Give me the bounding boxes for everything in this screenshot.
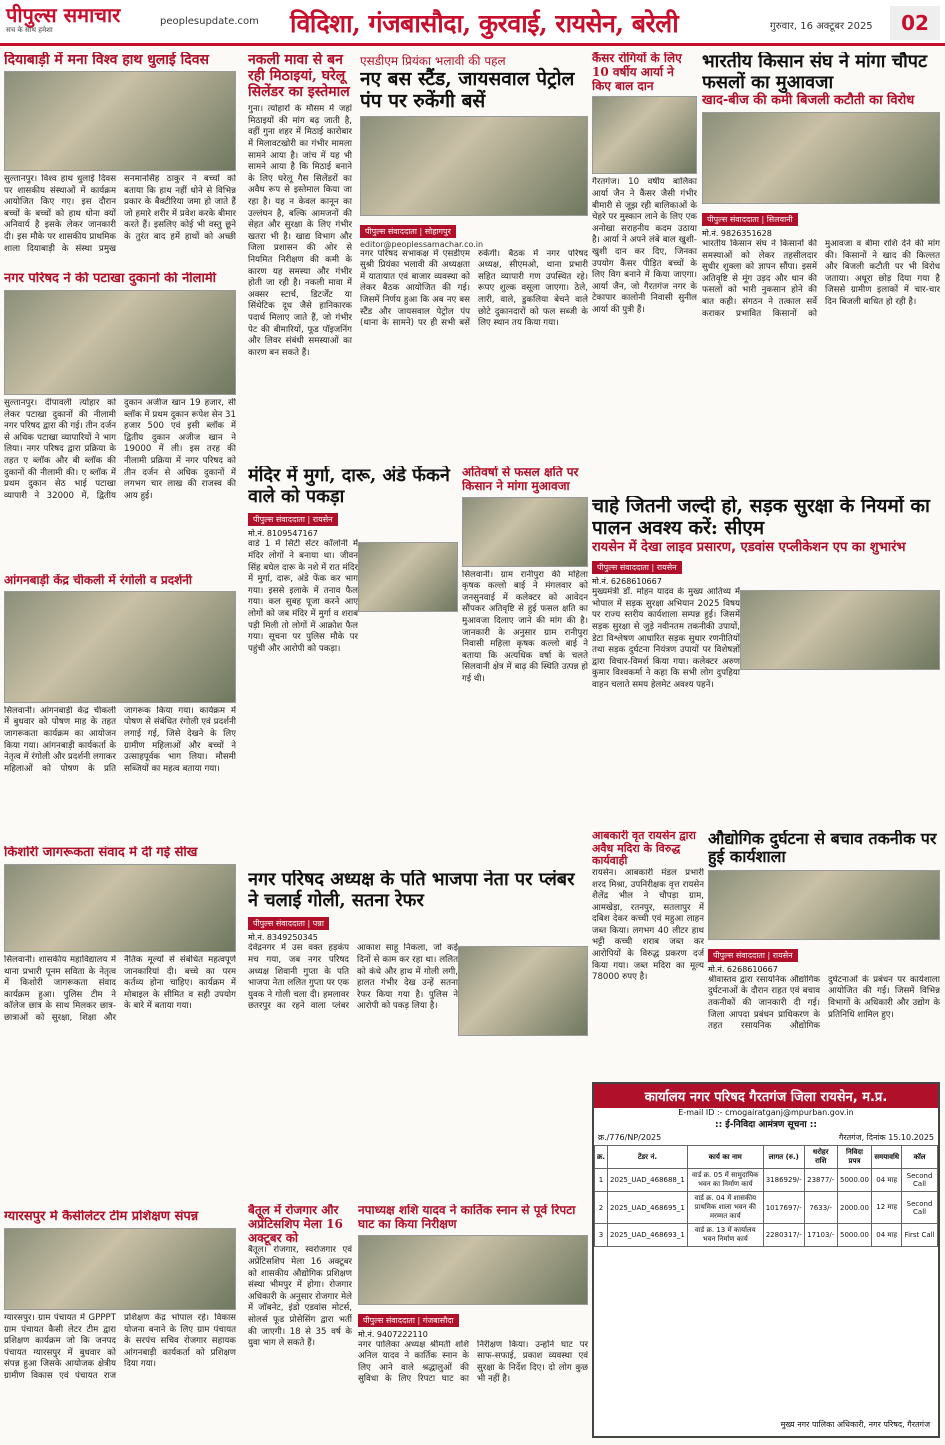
headline: बैतूल में रोजगार और अप्रेंटिसशिप मेला 16 अक्टूबर को [248,1204,343,1245]
photo-workshop [708,870,940,940]
phone: मो.नं. 8109547167 [248,529,318,539]
article-body: सुल्तानपुर। दीपावली त्योहार को लेकर पटाखा दुकानों की नीलामी नगर परिषद द्वारा की गई। तीन दर्जन से अधिक पटाखा व्यापारियों ने भाग लिया। नगर परिषद द्वारा प्रक्रिया के तहत ए ब्लॉक और बी ब्लॉक की दुकानों की नीलामी की। ए ब्लॉक में प्रथम दुकान सेठ भाई पटाखा व्यापारी ने 32000 में, द्वितीय दुकान अजीज खान 19 हजार, सी ब्लॉक में प्रथम दुकान रूपेश सेन 31 हजार 500 एवं इसी ब्लॉक में द्वितीय दुकान अजीज खान ने 19000 में ली। इस तरह की नीलामी प्रक्रिया में नगर परिषद को तीन दर्जन से अधिक दुकानों में लगभग चार लाख की राजस्व की आय हुई। [4,397,236,501]
article-body: नगर परिषद सभाकक्ष में एसडीएम सुश्री प्रियंका भलावी की अध्यक्षता में यातायात एवं बाजार व्यवस्था को लेकर बैठक आयोजित की गई। जिसमें निर्णय हुआ कि अब नए बस स्टैंड और जायसवाल पेट्रोल पंप (थाना के सामने) पर ही सभी बसें रुकेंगी। बैठक में नगर परिषद अध्यक्ष, सीएमओ, थाना प्रभारी सहित व्यापारी गण उपस्थित रहे। रूपए शुल्क वसूला जाएगा। ठेले, लारी, वाले, डुकलिया बेचने वाले छोटे दुकानदारों को फल सब्जी के लिए स्थान तय किया गया। [360,248,588,329]
article-body: सिलवानी। ग्राम रानीपुरा की महिला कृषक कल्लो बाई ने मंगलवार को जनसुनवाई में कलेक्टर को आवेदन सौंपकर अतिवृष्टि से हुई फसल क्षति का मुआवजा दिलाए जाने की मांग की है। जानकारी के अनुसार ग्राम रानीपुरा निवासी महिला कृषक कल्लो बाई ने बताया कि अत्यधिक वर्षा के चलते सिलवानी क्षेत्र में बाढ़ की स्थिति उत्पन्न हो गई थी। [462,569,588,684]
article-body: गुना। त्योहारों के मौसम में जहां मिठाइयों की मांग बढ़ जाती है, वहीं गुना शहर में मिठाई कारोबार में मिलावटखोरी का गंभीर मामला सामने आया है। जांच में यह भी सामने आया है कि मिठाई बनाने के लिए घरेलू गैस सिलेंडरों का अवैध रूप से इस्तेमाल किया जा रहा है। यह न केवल कानून का उल्लंघन है, बल्कि आमजनों की सेहत और सुरक्षा के लिए गंभीर खतरा भी है। खाद्य विभाग और जिला प्रशासन की ओर से नियमित निरीक्षण की कमी के कारण यह समस्या और गंभीर होती जा रही है। नकली मावा में अक्सर स्टार्च, डिटर्जेंट या सिंथेटिक दूध जैसे हानिकारक पदार्थ मिलाए जाते हैं, जो गंभीर पेट की बीमारियों, फूड पॉइजनिंग और लिवर संबंधी समस्याओं का कारण बन सकते हैं। [248,104,352,358]
photo-children [4,71,236,171]
tender-notice [592,1082,940,1438]
notice-email[interactable]: E-mail ID :- cmogairatganj@mpurban.gov.in [678,1108,854,1117]
photo-farmers [702,112,940,204]
masthead [0,0,945,46]
photo-meeting [360,116,588,216]
article-body: सुल्तानपुर। विश्व हाथ धुलाई दिवस पर शासकीय संस्थाओं में कार्यक्रम आयोजित किए गए। इस दौरान बच्चों के बच्चों को हाथ धोना क्यों अनिवार्य है इसके लेकर जानकारी दी। इस मौके पर शासकीय प्राथमिक शाला दियाबाड़ी के संस्था प्रमुख सनमानसिंह ठाकुर ने बच्चों को बताया कि हाथ नहीं धोने से विभिन्न प्रकार के बैक्टीरिया जमा हो जाते हैं जो हमारे शरीर में प्रवेश करके बीमार करते हैं। इसलिए कोई भी वस्तु छूने के तुरंत बाद हमें हाथों को अच्छी [4,174,236,254]
page-number: 02 [890,6,940,40]
headline: कैंसर रोगियों के लिए 10 वर्षीय आर्या ने किए बाल दान [592,52,682,93]
article-betul-job-fair [248,1204,352,1440]
article-handwash-day [4,52,236,270]
headline: नए बस स्टैंड, जायसवाल पेट्रोल पंप पर रुकेंगी बसें [360,68,575,112]
headline: नगर परिषद अध्यक्ष के पति भाजपा नेता पर प्लंबर ने चलाई गोली, सतना रेफर [248,870,575,911]
article-crop-damage [462,466,588,866]
article-temple-desecration [248,466,458,866]
article-road-safety [592,496,940,826]
article-bus-stand [360,52,588,462]
article-shooting [248,870,588,1200]
article-body: सिलवानी। आंगनबाड़ी केंद्र चीकली में बुधवार को पोषण माह के तहत जागरूकता कार्यक्रम का आयोजन किया गया। आंगनबाड़ी कार्यकर्ता के नेतृत्व में रंगोली और प्रदर्शनी लगाकर महिलाओं को पोषण के प्रति जागरूक किया गया। कार्यक्रम में पोषण से संबंधित रंगोली एवं प्रदर्शनी लगाई गई, जिसे देखने के लिए ग्रामीण महिलाओं और बच्चों ने उत्साहपूर्वक भाग लिया। मौसमी सब्जियों का महत्व बताया गया। [4,705,236,774]
article-hair-donation [592,52,697,492]
article-body: गैरतगंज। 10 वर्षीय बालिका आर्या जैन ने कैंसर जैसी गंभीर बीमारी से जूझ रही बालिकाओं के चेहरे पर मुस्कान लाने के लिए एक अनोखा सराहनीय कदम उठाया है। आर्या ने अपने लंबे बाल खुशी-खुशी दान कर दिए, जिनका उपयोग कैंसर पीड़ित बच्चों के लिए विग बनाने में किया जाएगा। आर्या जैन, जो गैरतगंज नगर के टेकापार कालोनी निवासी सुनील आर्या की पुत्री हैं। [592,177,697,315]
table-header: क्र. टेंडर नं. कार्य का नाम लागत (रु.) धरोहर राशि निविदा प्रपत्र समयावधि कॉल [595,1146,938,1169]
headline: मंदिर में मुर्गा, दारू, अंडे फेंकने वाले को पकड़ा [248,466,450,507]
photo-ghat [358,1235,588,1305]
article-body: श्रीवास्तव द्वारा रसायनिक औद्योगिक दुर्घटनाओं के दौरान राहत एवं बचाव तकनीकों की जानकारी दी गई। जिला आपदा प्रबंधन प्राधिकरण के तहत रसायनिक औद्योगिक दुर्घटनाओं के प्रबंधन पर कार्यशाला आयोजित की गई। जिसमें विभिन्न विभागों के अधिकारी और उद्योग के प्रतिनिधि शामिल हुए। [708,974,940,1032]
article-body: भारतीय किसान संघ ने किसानों की समस्याओं को लेकर तहसीलदार सुधीर शुक्ला को ज्ञापन सौंपा। इसमें अतिवृष्टि से मूंग उड़द और धान की फसलों को भारी नुकसान होने की बात कही। संगठन ने तत्काल सर्वे कराकर प्रभावित किसानों को मुआवजा व बीमा राशि देने की मांग की। किसानों ने खाद की किल्लत और बिजली कटौती पर भी विरोध जताया। अधूरा छोड़ दिया गया है जिससे ग्रामीण इलाकों में चार-चार दिन बिजली बाधित हो रही है। [702,238,940,319]
photo-temple [358,542,458,612]
kicker: एसडीएम प्रियंका भलावी की पहल [360,54,506,68]
notice-ref: क्र./776/NP/2025 [598,1133,662,1142]
headline: आबकारी वृत रायसेन द्वारा अवैध मदिरा के विरुद्ध कार्यवाही [592,830,696,868]
email[interactable]: editor@peoplessamachar.co.in [360,239,484,249]
article-gyaraspur-training [4,1210,236,1440]
photo-training [4,1228,236,1310]
article-excise-action [592,830,704,1080]
phone: मो.नं. 9407222110 [358,1329,428,1339]
article-adolescent-awareness [4,846,236,1206]
headline: नकली मावा से बन रही मिठाइयां, घरेलू सिलेंडर का इस्तेमाल [248,52,350,101]
article-ghat-inspection [358,1204,588,1440]
phone: मो.नं. 9826351628 [702,228,772,238]
byline: पीपुल्स संवाददाता | पन्ना [248,917,329,930]
article-industrial-workshop [708,830,940,1080]
region-banner: विदिशा, गंजबासौदा, कुरवाई, रायसेन, बरेली [290,9,679,38]
article-body: मुख्यमंत्री डॉ. मोहन यादव के मुख्य आतिथ्य में भोपाल में सड़क सुरक्षा अभियान 2025 विषय पर राज्य स्तरीय कार्यशाला सम्पन्न हुई। जिसमें सड़क सुरक्षा से जुड़े नवीनतम तकनीकी उपायों, डेटा विश्लेषण आधारित सड़क सुधार रणनीतियों तथा सड़क दुर्घटना नियंत्रण उपायों पर विशेषज्ञों द्वारा विचार-विमर्श किया गया। कलेक्टर अरुण कुमार विश्वकर्मा ने कहा कि सभी लोग दुपहिया वाहन चलाते समय हेलमेट अवश्य पहनें। [592,587,740,691]
article-firecracker-auction [4,272,236,572]
byline: पीपुल्स संवाददाता | रायसेन [248,513,338,526]
table-row: 3 2025_UAD_468693_1 वार्ड क्र. 13 में कार्यालय भवन निर्माण कार्य 2280317/- 17103/- 5000.00 04 माह First Call [595,1224,938,1247]
photo-college [4,864,236,952]
headline: नगर परिषद ने की पटाखा दुकानों की नीलामी [4,272,216,286]
issue-date: गुरुवार, 16 अक्टूबर 2025 [770,21,873,32]
phone: मो.नं. 8349250345 [248,933,318,943]
article-body: ग्यारसपुर। ग्राम पंचायत में GPPPT ग्राम पंचायत कैसी लेटर टीम द्वारा प्रशिक्षण कार्यक्रम जो कि जनपद पंचायत ग्यारसपुर में बुधवार को संपन्न हुआ जिसके आयोजक क्षेत्रीय ग्रामीण विकास एवं पंचायत राज प्रशिक्षण केंद्र भोपाल रहे। विकास योजना बनाने के लिए ग्राम पंचायत के सरपंच सचिव रोजगार सहायक आंगनबाड़ी कार्यकर्ता को प्रशिक्षण दिया गया। [4,1312,236,1381]
article-body: वार्ड 1 में सिटी सेंटर कॉलोनी में मंदिर लोगों ने बनाया था। जीवन सिंह बघेल दारू के नशे में रात मंदिर में मुर्गा, दारू, अंडे फेंक कर भाग गया। इससे इलाके में तनाव फैल गया। कल सुबह पूजा करने आए लोगों को जब मंदिर में मुर्गा व शराब पड़ी मिली तो लोगों में आक्रोश फैल गया। सूचना पर पुलिस मौके पर पहुंची और आरोपी को पकड़ा। [248,539,358,654]
headline: आंगनबाड़ी केंद्र चीकली में रंगोली व प्रदर्शनी [4,574,193,587]
newspaper-logo: पीपुल्स समाचार सच के साथ हमेशा [6,3,121,34]
notice-signatory: मुख्य नगर पालिका अधिकारी, नगर परिषद, गैरतगंज [780,1420,930,1429]
article-body: देवेंद्रनगर में उस वक्त हड़कंप मच गया, जब नगर परिषद अध्यक्ष शिवानी गुप्ता के पति भाजपा नेता ललित गुप्ता पर एक युवक ने गोली चला दी। हमलावर छतरपुर का रहने वाला प्लंबर आकाश साहू निकला, जो कई दिनों से काम कर रहा था। ललित को कंधे और हाथ में गोली लगी, हालत गंभीर देख उन्हें सतना रेफर किया गया है। पुलिस ने आरोपी को पकड़ लिया है। [248,943,458,1012]
photo-injured [458,946,588,1036]
tender-table [594,1145,938,1247]
photo-auction [4,290,236,395]
subheadline: रायसेन में देखा लाइव प्रसारण, एडवांस एप्लीकेशन एप का शुभारंभ [592,539,906,555]
photo-girl [592,96,697,174]
headline: औद्योगिक दुर्घटना से बचाव तकनीक पर हुई कार्यशाला [708,830,937,867]
headline: नपाध्यक्ष शशि यादव ने कार्तिक स्नान से पूर्व रिपटा घाट का किया निरीक्षण [358,1204,576,1231]
headline: अतिवर्षा से फसल क्षति पर किसान ने मांगा मुआवजा [462,466,579,493]
table-row: 1 2025_UAD_468688_1 वार्ड क्र. 05 में सामुदायिक भवन का निर्माण कार्य 3186929/- 23877/- 5000.00 04 माह Second Call [595,1169,938,1192]
byline: पीपुल्स संवाददाता | सिलवानी [702,213,798,226]
headline: दियाबाड़ी में मना विश्व हाथ धुलाई दिवस [4,52,209,68]
article-body: सिलवानी। शासकीय महाविद्यालय में थाना प्रभारी पूनम सविता के नेतृत्व में किशोरी जागरूकता संवाद कार्यक्रम हुआ। पुलिस टीम ने कॉलेज छात्र के साथ मिलकर छात्र-छात्राओं को सुरक्षा, शिक्षा और नैतिक मूल्यों से संबंधित महत्वपूर्ण जानकारियां दी। बच्चे का परम कर्तव्य होना चाहिए। कार्यक्रम में मोबाइल के सीमित व सही उपयोग के बारे में बताया गया। [4,954,236,1023]
headline: चाहे जितनी जल्दी हो, सड़क सुरक्षा के नियमों का पालन अवश्य करें: सीएम [592,496,930,539]
article-body: बैतूल। रोजगार, स्वरोजगार एवं अप्रेंटिसशिप मेला 16 अक्टूबर को शासकीय औद्योगिक प्रशिक्षण संस्था भीमपुर में होगा। रोजगार अधिकारी के अनुसार रोजगार मेले में जॉबनेट, इंडो एडवांस मोटर्स, सोलर्स फूड प्रोसेसिंग द्वारा भर्ती की जाएगी। 18 से 35 वर्ष के युवा भाग ले सकते हैं। [248,1245,352,1349]
article-body: नगर पालिका अध्यक्ष श्रीमती शशि अनिल यादव ने कार्तिक स्नान के लिए आने वाले श्रद्धालुओं की सुविधा के लिए रिपटा घाट का निरीक्षण किया। उन्होंने घाट पर साफ-सफाई, प्रकाश व्यवस्था एवं सुरक्षा के निर्देश दिए। दो लोग कुछ भी नहीं है। [358,1339,588,1385]
article-body: रायसेन। आबकारी मंडल प्रभारी शरद मिश्रा, उपनिरीक्षक वृत्त रायसेन शैलेंद्र भील ने चौपड़ा ग्राम, आमखेड़ा, रतनपुर, सतलापुर में दबिश देकर कच्ची एवं महुआ लाहन जब्त किया। लगभग 40 लीटर हाथ भट्टी कच्ची शराब जब्त कर आरोपियों के विरुद्ध प्रकरण दर्ज किया गया। जब्त मदिरा का मूल्य 78000 रुपए है। [592,867,704,983]
notice-subtitle: :: ई-निविदा आमंत्रण सूचना :: [714,1120,818,1130]
article-farmers-compensation [702,52,940,492]
phone: मो.नं. 6268610667 [592,577,662,587]
byline: पीपुल्स संवाददाता | रायसेन [592,561,682,574]
photo-field [462,497,588,567]
byline: पीपुल्स संवाददाता | रायसेन [708,949,798,962]
byline: पीपुल्स संवाददाता | सोहागपुर [360,225,456,238]
headline: किशोरी जागरूकता संवाद में दी गई सीख [4,846,198,860]
table-row: 2 2025_UAD_468695_1 वार्ड क्र. 04 में शासकीय प्राथमिक शाला भवन की मरम्मत कार्य 1017697/- 7633/- 2000.00 12 माह Second Call [595,1192,938,1224]
byline: पीपुल्स संवाददाता | गंजबासौदा [358,1314,459,1327]
photo-rangoli [4,591,236,703]
headline: ग्यारसपुर में कैसीलेटर टीम प्रशिक्षण संपन्न [4,1210,199,1224]
subheadline: खाद-बीज की कमी बिजली कटौती का विरोध [702,93,915,109]
headline: भारतीय किसान संघ ने मांगा चौपट फसलों का मुआवजा [702,52,928,93]
notice-date: गैरतगंज, दिनांक 15.10.2025 [838,1133,934,1142]
photo-conference [740,590,940,670]
phone: मो.नं. 6268610667 [708,964,778,974]
notice-title: कार्यालय नगर परिषद गैरतगंज जिला रायसेन, म.प्र. [594,1084,938,1108]
article-anganwadi-rangoli [4,574,236,844]
website-url[interactable]: peoplesupdate.com [160,16,259,27]
